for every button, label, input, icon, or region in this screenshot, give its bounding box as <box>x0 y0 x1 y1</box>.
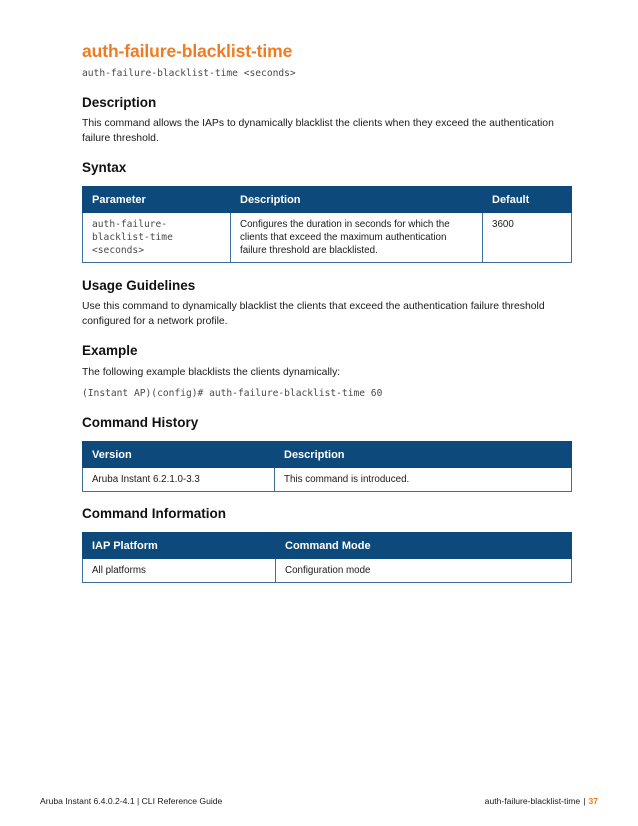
history-table-header <box>83 442 572 468</box>
page-number: 37 <box>588 796 598 806</box>
syntax-table <box>82 186 572 263</box>
column-header-iap-platform: IAP Platform <box>83 533 276 559</box>
description-heading: Description <box>82 95 157 110</box>
mode-cell: Configuration mode <box>276 559 572 583</box>
description-text: This command allows the IAPs to dynamically blacklist the clients when they exceed the authentication failure threshold. <box>82 118 554 144</box>
info-heading: Command Information <box>82 506 226 521</box>
info-table-header <box>83 533 572 559</box>
table-row <box>83 213 572 263</box>
command-title: auth-failure-blacklist-time <box>82 41 293 61</box>
column-header-version: Version <box>83 442 275 468</box>
usage-heading: Usage Guidelines <box>82 278 196 293</box>
syntax-heading: Syntax <box>82 160 127 175</box>
page-content <box>82 40 572 583</box>
version-cell: Aruba Instant 6.2.1.0-3.3 <box>83 468 275 492</box>
footer-command-name: auth-failure-blacklist-time <box>484 796 581 806</box>
column-header-description: Description <box>275 442 572 468</box>
footer-separator: | <box>583 796 586 806</box>
history-table <box>82 441 572 492</box>
column-header-description: Description <box>231 187 483 213</box>
footer-guide-title: Aruba Instant 6.4.0.2-4.1 | CLI Reference Guide <box>40 796 223 806</box>
table-row <box>83 559 572 583</box>
column-header-parameter: Parameter <box>83 187 231 213</box>
footer-right <box>485 796 598 807</box>
column-header-default: Default <box>483 187 572 213</box>
example-intro: The following example blacklists the clients dynamically: <box>82 367 341 378</box>
example-heading: Example <box>82 343 138 358</box>
usage-text: Use this command to dynamically blacklist the clients that exceed the authentication failure threshold configured for a network profile. <box>82 301 545 327</box>
info-table <box>82 532 572 583</box>
description-cell: Configures the duration in seconds for which the clients that exceed the maximum authentication failure threshold are blacklisted. <box>231 213 483 263</box>
example-code: (Instant AP)(config)# auth-failure-blacklist-time 60 <box>82 388 383 399</box>
command-syntax: auth-failure-blacklist-time <seconds> <box>82 68 296 79</box>
platform-cell: All platforms <box>83 559 276 583</box>
syntax-table-header <box>83 187 572 213</box>
column-header-command-mode: Command Mode <box>276 533 572 559</box>
default-cell: 3600 <box>483 213 572 263</box>
history-description-cell: This command is introduced. <box>275 468 572 492</box>
table-row <box>83 468 572 492</box>
parameter-cell: auth-failure-blacklist-time <seconds> <box>83 213 231 263</box>
history-heading: Command History <box>82 415 199 430</box>
